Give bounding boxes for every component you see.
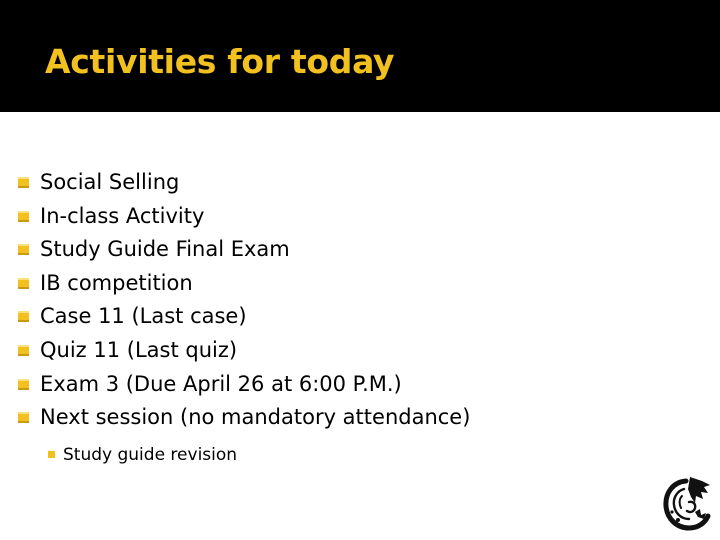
bullet-item — [16, 267, 470, 301]
bullet-item — [16, 401, 470, 435]
bullet-item — [16, 300, 470, 334]
bullet-text: In-class Activity — [40, 203, 205, 228]
square-bullet-icon — [18, 278, 29, 289]
pegasus-logo-icon — [660, 472, 712, 532]
bullet-text: Case 11 (Last case) — [40, 304, 247, 329]
square-bullet-icon — [18, 379, 29, 390]
square-bullet-icon — [18, 244, 29, 255]
sub-bullet-item — [47, 440, 237, 470]
bullet-list — [16, 166, 470, 435]
bullet-item — [16, 368, 470, 402]
square-bullet-icon — [18, 412, 29, 423]
square-bullet-icon — [18, 177, 29, 188]
square-bullet-icon — [18, 311, 29, 322]
bullet-text: Next session (no mandatory attendance) — [40, 405, 471, 430]
bullet-item — [16, 233, 470, 267]
square-bullet-icon — [18, 211, 29, 222]
bullet-text: Social Selling — [40, 170, 180, 194]
bullet-text: Quiz 11 (Last quiz) — [40, 337, 238, 362]
bullet-text: Study Guide Final Exam — [40, 237, 290, 262]
bullet-text: IB competition — [40, 270, 193, 295]
square-bullet-icon — [48, 451, 55, 458]
square-bullet-icon — [18, 345, 29, 356]
title-bar — [0, 0, 720, 112]
bullet-item — [16, 166, 470, 200]
bullet-item — [16, 200, 470, 234]
bullet-text: Exam 3 (Due April 26 at 6:00 P.M.) — [40, 371, 402, 396]
bullet-item — [16, 334, 470, 368]
sub-bullet-list — [47, 440, 237, 470]
sub-bullet-text: Study guide revision — [63, 445, 238, 465]
slide-title: Activities for today — [45, 42, 395, 81]
